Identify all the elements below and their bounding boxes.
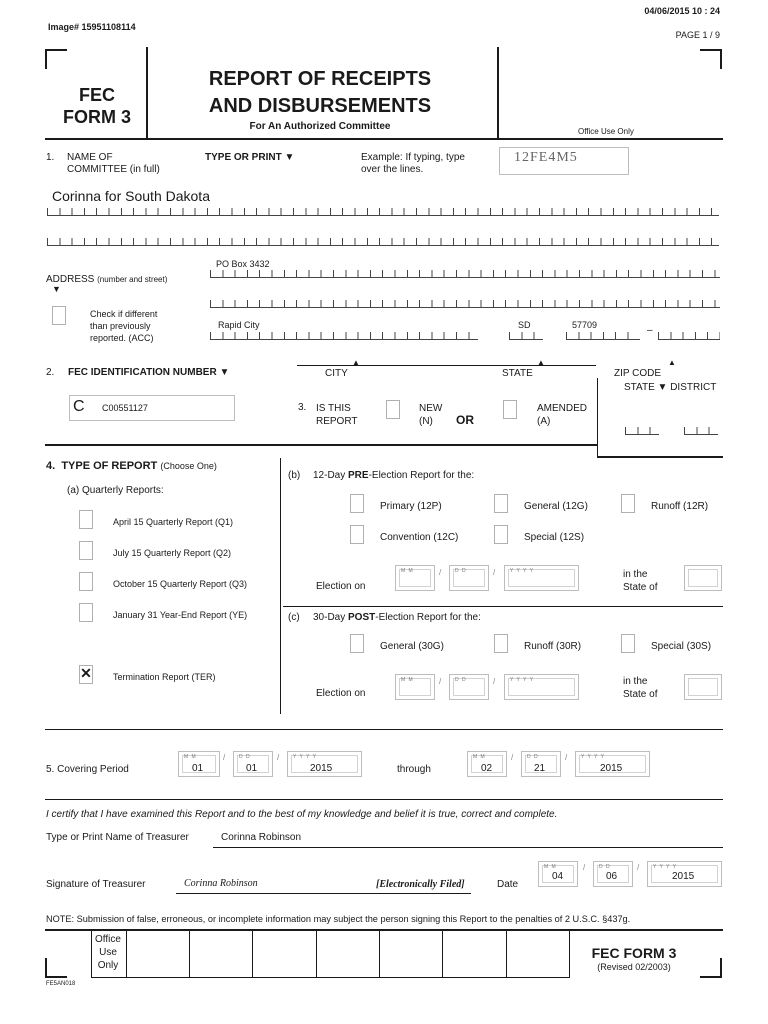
rule <box>91 977 570 978</box>
pre-election-state[interactable] <box>684 565 722 591</box>
q1-checkbox[interactable] <box>79 510 93 529</box>
day-placeholder: D D <box>527 754 539 760</box>
general-30g-label: General (30G) <box>380 641 444 652</box>
to-day-value: 21 <box>534 763 546 774</box>
runoff-12r-checkbox[interactable] <box>621 494 635 513</box>
street-value: PO Box 3432 <box>216 259 270 269</box>
day-placeholder: D D <box>599 864 611 870</box>
corner-mark <box>700 976 722 978</box>
sign-day-field[interactable] <box>593 861 633 887</box>
year-placeholder: Y Y Y Y <box>510 677 534 683</box>
filing-stamp: 12FE4M5 <box>499 147 629 175</box>
label-line: AMENDED <box>537 403 588 414</box>
form-code: FE5AN018 <box>46 981 76 987</box>
date-slash: / <box>565 753 568 762</box>
divider <box>252 930 253 978</box>
runoff-30r-checkbox[interactable] <box>494 634 508 653</box>
corner-mark <box>45 49 47 69</box>
state-field[interactable] <box>509 332 543 340</box>
rule <box>45 799 723 800</box>
label-line: in the <box>623 569 648 580</box>
address-label-text: ADDRESS <box>46 274 95 285</box>
special-30s-label: Special (30S) <box>651 641 712 652</box>
or-label: OR <box>456 413 474 427</box>
q2-checkbox[interactable] <box>79 541 93 560</box>
special-30s-checkbox[interactable] <box>621 634 635 653</box>
sign-month-field[interactable] <box>538 861 578 887</box>
label-line: in the <box>623 676 648 687</box>
fec-id-value: C00551127 <box>102 403 148 413</box>
street-line-1 <box>210 270 720 278</box>
to-year-field[interactable] <box>575 751 650 777</box>
year-placeholder: Y Y Y Y <box>653 864 677 870</box>
date-slash: / <box>223 753 226 762</box>
ye-label: January 31 Year-End Report (YE) <box>113 610 248 620</box>
address-label <box>46 274 167 285</box>
item-number: 3. <box>298 402 307 413</box>
label-part: -Election Report for the: <box>375 612 481 623</box>
label-line: IS THIS <box>316 403 351 414</box>
year-placeholder: Y Y Y Y <box>293 754 317 760</box>
label-part: -Election Report for the: <box>368 470 475 481</box>
city-label <box>325 368 348 379</box>
type-of-report-heading <box>46 460 217 472</box>
rule <box>213 847 723 848</box>
fec-id-field[interactable] <box>69 395 235 421</box>
name-line-2 <box>47 238 719 246</box>
note-line: Example: If typing, type <box>361 152 465 163</box>
from-day-field[interactable] <box>233 751 273 777</box>
runoff-12r-label: Runoff (12R) <box>651 501 709 512</box>
type-or-print-label: TYPE OR PRINT ▼ <box>205 152 295 163</box>
divider <box>442 930 443 978</box>
rule <box>283 606 723 607</box>
corner-mark <box>720 49 722 69</box>
from-month-value: 01 <box>192 763 204 774</box>
divider <box>280 458 281 714</box>
convention-12c-label: Convention (12C) <box>380 532 459 543</box>
q3-checkbox[interactable] <box>79 572 93 591</box>
month-placeholder: M M <box>184 754 197 760</box>
new-label <box>419 402 442 428</box>
divider <box>316 930 317 978</box>
sign-month-value: 04 <box>552 871 564 882</box>
item-number: 2. <box>46 367 55 378</box>
sign-year-field[interactable] <box>647 861 722 887</box>
special-12s-label: Special (12S) <box>524 532 585 543</box>
label-line: NEW <box>419 403 443 414</box>
report-subtitle: For An Authorized Committee <box>249 121 391 132</box>
corner-mark <box>700 49 722 51</box>
divider <box>506 930 507 978</box>
type-of-report-label: TYPE OF REPORT <box>61 460 158 472</box>
is-this-report-label <box>316 402 358 428</box>
through-label: through <box>397 764 431 775</box>
to-month-field[interactable] <box>467 751 507 777</box>
rule <box>597 456 723 458</box>
rule <box>45 729 723 730</box>
label-part: 12-Day <box>313 470 349 481</box>
signature-label: Signature of Treasurer <box>46 879 146 890</box>
runoff-30r-label: Runoff (30R) <box>524 641 582 652</box>
rule <box>297 365 596 366</box>
up-arrow-icon: ▲ <box>352 358 360 367</box>
q2-label: July 15 Quarterly Report (Q2) <box>113 548 232 558</box>
label-line: than previously <box>90 321 151 331</box>
report-title-line: REPORT OF RECEIPTS <box>208 68 432 90</box>
ter-label: Termination Report (TER) <box>113 672 216 682</box>
rule <box>45 929 723 931</box>
pre-election-month[interactable] <box>395 565 435 591</box>
ye-checkbox[interactable] <box>79 603 93 622</box>
year-placeholder: Y Y Y Y <box>581 754 605 760</box>
primary-12p-checkbox[interactable] <box>350 494 364 513</box>
q3-label: October 15 Quarterly Report (Q3) <box>113 579 248 589</box>
report-title-line: AND DISBURSEMENTS <box>208 95 432 117</box>
label-line: NAME OF <box>67 152 113 163</box>
post-election-state[interactable] <box>684 674 722 700</box>
day-placeholder: D D <box>455 568 467 574</box>
label-line: Check if different <box>90 309 158 319</box>
label-part: 30-Day <box>313 612 349 623</box>
pre-election-day[interactable] <box>449 565 489 591</box>
state-value: SD <box>518 320 531 330</box>
label-part-bold: POST <box>348 612 376 623</box>
divider <box>497 47 499 139</box>
zip-value: 57709 <box>572 320 598 330</box>
label-line: (A) <box>537 416 551 427</box>
electronically-filed-label: [Electronically Filed] <box>376 879 465 890</box>
amended-label <box>537 402 587 428</box>
page-number: PAGE 1 / 9 <box>675 30 720 40</box>
divider <box>126 930 127 978</box>
rule <box>45 138 723 140</box>
election-on-label: Election on <box>316 688 366 699</box>
label-line: reported. (ACC) <box>90 333 154 343</box>
form-title-line: FORM 3 <box>62 107 131 127</box>
label-part-bold: PRE <box>348 470 369 481</box>
up-arrow-icon: ▲ <box>668 358 676 367</box>
post-election-label <box>313 612 481 623</box>
post-election-day[interactable] <box>449 674 489 700</box>
committee-name-value: Corinna for South Dakota <box>52 188 210 204</box>
to-day-field[interactable] <box>521 751 561 777</box>
divider <box>379 930 380 978</box>
pre-letter: (b) <box>288 470 301 481</box>
divider <box>597 378 598 456</box>
image-id: Image# 15951108114 <box>48 22 136 32</box>
item-number: 4. <box>46 460 56 472</box>
from-day-value: 01 <box>246 763 258 774</box>
example-note <box>361 152 465 176</box>
date-slash: / <box>637 863 640 872</box>
special-12s-checkbox[interactable] <box>494 525 508 544</box>
year-placeholder: Y Y Y Y <box>510 568 534 574</box>
timestamp: 04/06/2015 10 : 24 <box>644 6 720 16</box>
new-checkbox[interactable] <box>386 400 400 419</box>
divider <box>146 47 148 139</box>
election-on-label: Election on <box>316 581 366 592</box>
corner-mark <box>45 958 47 978</box>
office-use-only-label <box>91 933 125 972</box>
fec-id-label: FEC IDENTIFICATION NUMBER ▼ <box>68 367 230 378</box>
date-slash: / <box>439 568 442 577</box>
item-number: 1. <box>46 152 55 163</box>
office-use-label: Office Use Only <box>578 127 634 136</box>
district-field[interactable] <box>684 427 718 435</box>
corner-mark <box>45 49 67 51</box>
post-election-year[interactable] <box>504 674 579 700</box>
form-title <box>48 84 146 128</box>
general-12g-checkbox[interactable] <box>494 494 508 513</box>
date-slash: / <box>277 753 280 762</box>
general-12g-label: General (12G) <box>524 501 588 512</box>
convention-12c-checkbox[interactable] <box>350 525 364 544</box>
primary-12p-label: Primary (12P) <box>380 501 442 512</box>
signature-value: Corinna Robinson <box>184 878 258 889</box>
form-title-line: FEC <box>79 85 115 105</box>
quarterly-label: (a) Quarterly Reports: <box>67 485 164 496</box>
fec-id-prefix: C <box>73 398 85 415</box>
month-placeholder: M M <box>544 864 557 870</box>
month-placeholder: M M <box>473 754 486 760</box>
up-arrow-icon: ▲ <box>537 358 545 367</box>
pre-election-year[interactable] <box>504 565 579 591</box>
date-slash: / <box>511 753 514 762</box>
month-placeholder: M M <box>401 677 414 683</box>
from-year-field[interactable] <box>287 751 362 777</box>
down-arrow-icon: ▼ <box>52 284 61 294</box>
zip-field[interactable] <box>566 332 640 340</box>
report-title <box>150 66 490 120</box>
treasurer-name-value: Corinna Robinson <box>221 832 302 843</box>
to-month-value: 02 <box>481 763 493 774</box>
zip-label: ZIP CODE <box>614 368 662 379</box>
rule <box>45 444 597 446</box>
covering-period-label: 5. Covering Period <box>46 764 129 775</box>
month-placeholder: M M <box>401 568 414 574</box>
from-month-field[interactable] <box>178 751 220 777</box>
state-label: STATE <box>502 368 533 379</box>
corner-mark <box>720 958 722 978</box>
street-line-2 <box>210 300 720 308</box>
acc-checkbox[interactable] <box>52 306 66 325</box>
city-value: Rapid City <box>218 320 260 330</box>
divider <box>189 930 190 978</box>
label-line: Only <box>97 960 119 971</box>
note-line: over the lines. <box>361 164 424 175</box>
committee-name-label <box>67 152 160 176</box>
city-field[interactable] <box>210 332 478 340</box>
address-sub-label: (number and street) <box>97 275 168 284</box>
from-year-value: 2015 <box>310 763 333 774</box>
post-state-label <box>623 675 657 701</box>
sign-year-value: 2015 <box>672 871 695 882</box>
amended-checkbox[interactable] <box>503 400 517 419</box>
ter-checkbox[interactable]: ✕ <box>79 665 93 684</box>
state-district-label: STATE ▼ DISTRICT <box>624 382 717 393</box>
date-slash: / <box>583 863 586 872</box>
general-30g-checkbox[interactable] <box>350 634 364 653</box>
post-letter: (c) <box>288 612 300 623</box>
date-slash: / <box>439 677 442 686</box>
post-election-month[interactable] <box>395 674 435 700</box>
revised-date: (Revised 02/2003) <box>597 962 671 972</box>
day-placeholder: D D <box>239 754 251 760</box>
day-placeholder: D D <box>455 677 467 683</box>
certification-statement: I certify that I have examined this Report and to the best of my knowledge and belief it is true, correct and complete. <box>46 809 558 820</box>
label-line: (N) <box>419 416 433 427</box>
penalty-note: NOTE: Submission of false, erroneous, or incomplete information may subject the person signing this Report to the penalties of 2 U.S.C. §437g. <box>46 914 631 924</box>
label-line: State of <box>623 689 658 700</box>
pre-election-label <box>313 470 474 481</box>
date-label: Date <box>497 879 519 890</box>
label-line: Use <box>99 947 117 958</box>
sign-day-value: 06 <box>606 871 618 882</box>
label-line: Office <box>95 934 121 945</box>
zip4-field[interactable] <box>658 332 720 340</box>
date-slash: / <box>493 568 496 577</box>
district-state-field[interactable] <box>625 427 659 435</box>
zip-dash: – <box>647 325 653 336</box>
footer-form-name: FEC FORM 3 <box>591 945 677 961</box>
label-line: REPORT <box>316 416 358 427</box>
to-year-value: 2015 <box>600 763 623 774</box>
name-line-1 <box>47 208 719 216</box>
treasurer-name-label: Type or Print Name of Treasurer <box>46 832 189 843</box>
acc-label <box>90 308 157 344</box>
date-slash: / <box>493 677 496 686</box>
city-label-text: CITY <box>325 368 348 379</box>
corner-mark <box>45 976 67 978</box>
label-line: State of <box>623 582 658 593</box>
pre-state-label <box>623 568 657 594</box>
choose-one-label: (Choose One) <box>160 461 217 471</box>
label-line: COMMITTEE (in full) <box>67 164 160 175</box>
q1-label: April 15 Quarterly Report (Q1) <box>113 517 234 527</box>
signature-line <box>176 893 471 894</box>
